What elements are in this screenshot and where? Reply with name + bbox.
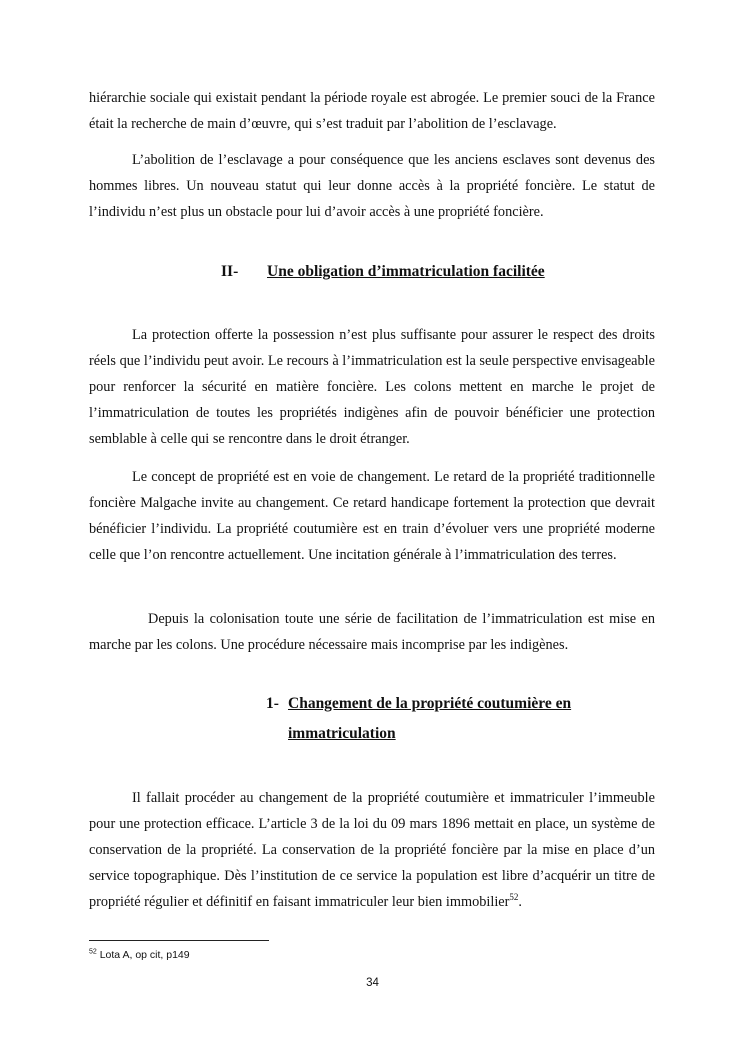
paragraph-concept-of-property: Le concept de propriété est en voie de changement. Le retard de la propriété traditionnelle foncière Malgache invite au changement. Ce retard handicape fortement la protection que devrait bénéficier l’individu. La propriété coutumière est en train d’évoluer vers une propriété moderne celle que l’on rencontre actuellement. Une incitation générale à l’immatriculation des terres.	[89, 469, 655, 563]
section-number: II-	[221, 263, 239, 280]
paragraph-possession-protection: La protection offerte la possession n’est plus suffisante pour assurer le respect des droits réels que l’individu peut avoir. Le recours à l’immatriculation est la seule perspective envisageable pour renforcer la sécurité en matière foncière. Les colons mettent en marche le projet de l’immatriculation de toutes les propriétés indigènes afin de pouvoir bénéficier une protection semblable à celle qui se rencontre dans le droit étranger.	[89, 327, 655, 447]
section-title: Une obligation d’immatriculation facilitée	[267, 263, 545, 280]
paragraph-end-punctuation: .	[518, 894, 522, 910]
subsection-title: Changement de la propriété coutumière en immatriculation	[288, 695, 572, 742]
paragraph-text: Il fallait procéder au changement de la propriété coutumière et immatriculer l’immeuble pour une protection efficace. L’article 3 de la loi du 09 mars 1896 mettait en place, un système de conservation de la propriété. La conservation de la propriété foncière par la mise en place d’un service topographique. Dès l’institution de ce service la population est libre d’acquérir un titre de propriété régulier et définitif en faisant immatriculer leur bien immobilier	[89, 790, 655, 910]
footnote-reference: 52	[509, 892, 519, 903]
section-heading	[0, 259, 745, 285]
paragraph-colonisation: Depuis la colonisation toute une série de facilitation de l’immatriculation est mise en marche par les colons. Une procédure nécessaire mais incomprise par les indigènes.	[89, 611, 655, 653]
footnote	[89, 948, 190, 962]
footnote-separator	[89, 940, 269, 941]
subsection-number: 1-	[266, 695, 279, 712]
paragraph-change-customary-property	[89, 785, 655, 915]
footnote-text: Lota A, op cit, p149	[96, 949, 190, 961]
paragraph-abolition-slavery: L’abolition de l’esclavage a pour conséquence que les anciens esclaves sont devenus des hommes libres. Un nouveau statut qui leur donne accès à la propriété foncière. Le statut de l’individu n’est plus un obstacle pour lui d’avoir accès à une propriété foncière.	[89, 152, 655, 220]
page-number: 34	[366, 977, 379, 989]
paragraph-royal-hierarchy: hiérarchie sociale qui existait pendant la période royale est abrogée. Le premier souci de la France était la recherche de main d’œuvre, qui s’est traduit par l’abolition de l’esclavage.	[89, 90, 655, 132]
footnote-marker: 52	[89, 948, 97, 956]
subsection-heading	[266, 689, 626, 749]
